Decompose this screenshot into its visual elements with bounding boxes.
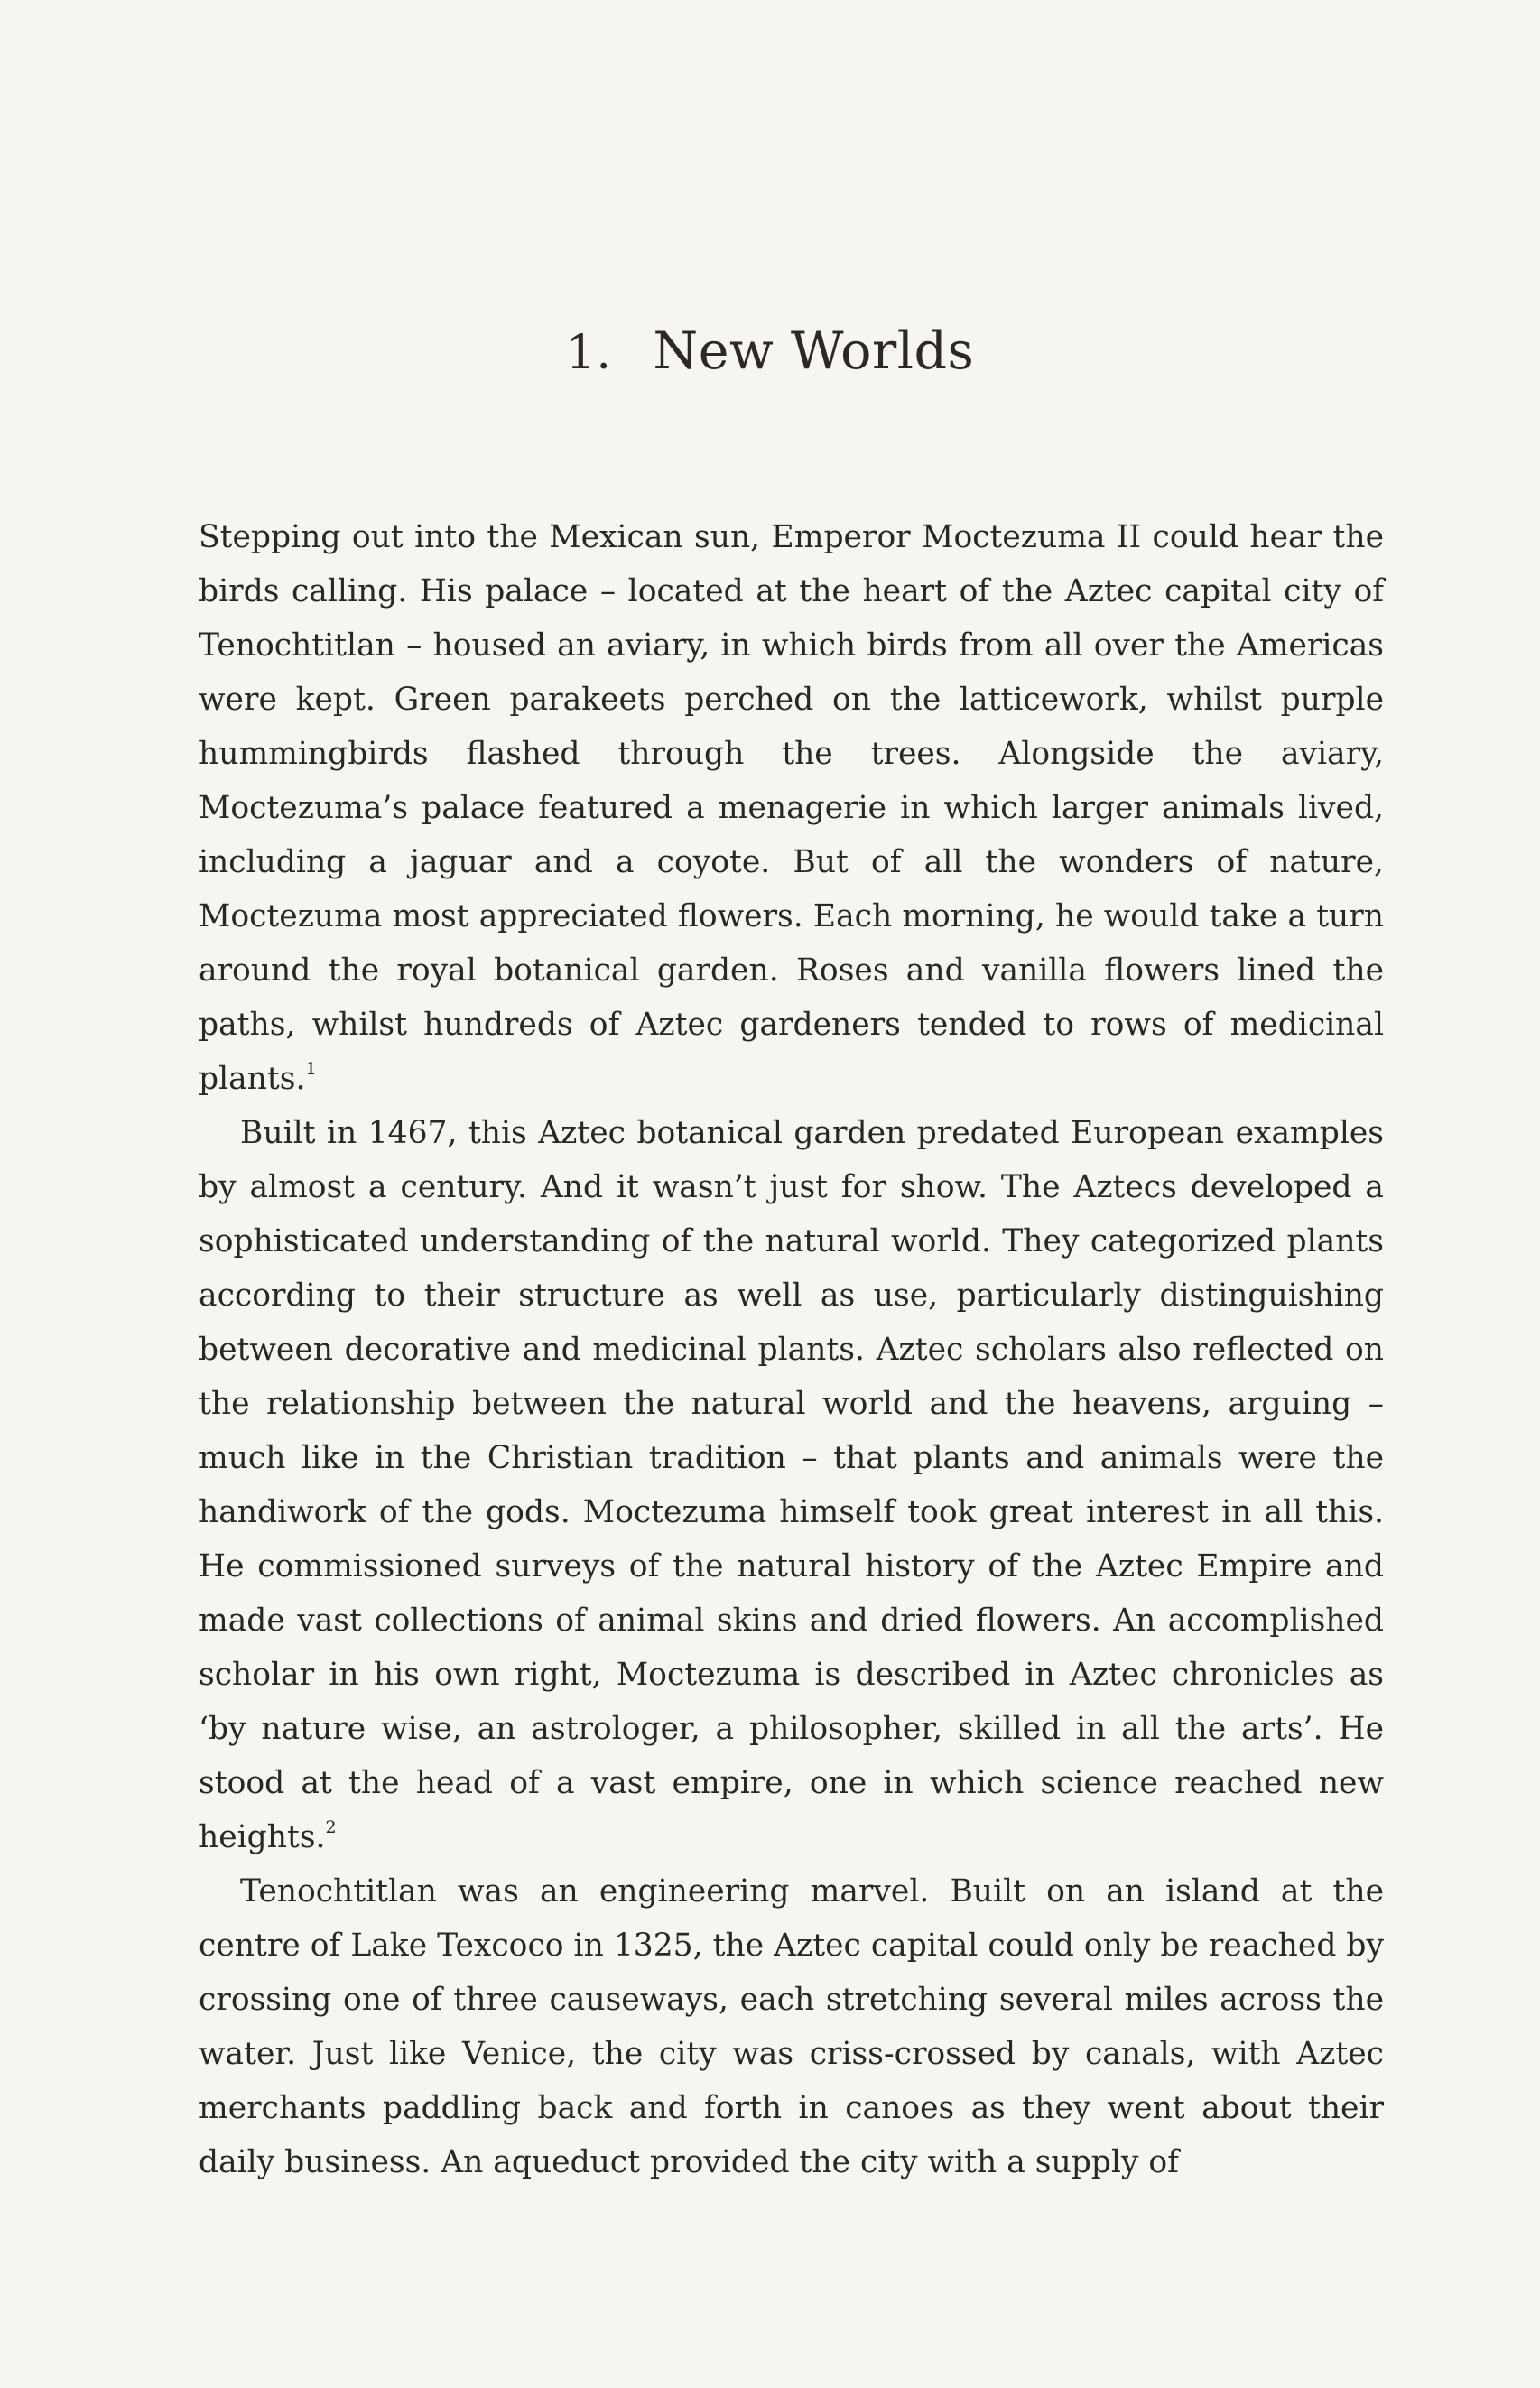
chapter-heading bbox=[0, 321, 1540, 381]
paragraph-2 bbox=[199, 1106, 1384, 1864]
paragraph-2-text: Built in 1467, this Aztec botanical garden predated European examples by almost a century. And it wasn’t just for show. The Aztecs developed a sophisticated understanding of the natural world. They categorized plants according to their structure as well as use, particularly distinguishing between decorative and medicinal plants. Aztec scholars also reflected on the relationship between the natural world and the heavens, arguing – much like in the Christian tradition – that plants and animals were the handiwork of the gods. Moctezuma himself took great interest in all this. He commissioned surveys of the natural history of the Aztec Empire and made vast collections of animal skins and dried flowers. An accomplished scholar in his own right, Moctezuma is described in Aztec chronicles as ‘by nature wise, an astrologer, a philosopher, skilled in all the arts’. He stood at the head of a vast empire, one in which science reached new heights. bbox=[199, 1115, 1384, 1855]
footnote-marker-1: 1 bbox=[305, 1058, 317, 1079]
paragraph-1-text: Stepping out into the Mexican sun, Emperor Moctezuma II could hear the birds calling. His palace – located at the heart of the Aztec capital city of Tenochtitlan – housed an aviary, in which birds from all over the Americas were kept. Green parakeets perched on the latticework, whilst purple hummingbirds flashed through the trees. Alongside the aviary, Moctezuma’s palace featured a menagerie in which larger animals lived, including a jaguar and a coyote. But of all the wonders of nature, Moctezuma most appreciated flowers. Each morning, he would take a turn around the royal botanical garden. Roses and vanilla flowers lined the paths, whilst hundreds of Aztec gardeners tended to rows of medicinal plants. bbox=[199, 519, 1384, 1097]
footnote-marker-2: 2 bbox=[325, 1817, 337, 1837]
chapter-number: 1. bbox=[565, 326, 612, 381]
paragraph-3-text: Tenochtitlan was an engineering marvel. Built on an island at the centre of Lake Texcoco in 1325, the Aztec capital could only be reached by crossing one of three causeways, each stretching several miles across the water. Just like Venice, the city was criss-crossed by canals, with Aztec merchants paddling back and forth in canoes as they went about their daily business. An aqueduct provided the city with a supply of bbox=[199, 1873, 1384, 2180]
chapter-title: New Worlds bbox=[653, 321, 975, 382]
paragraph-1 bbox=[199, 510, 1384, 1106]
body-text bbox=[199, 510, 1384, 2189]
paragraph-3 bbox=[199, 1864, 1384, 2189]
